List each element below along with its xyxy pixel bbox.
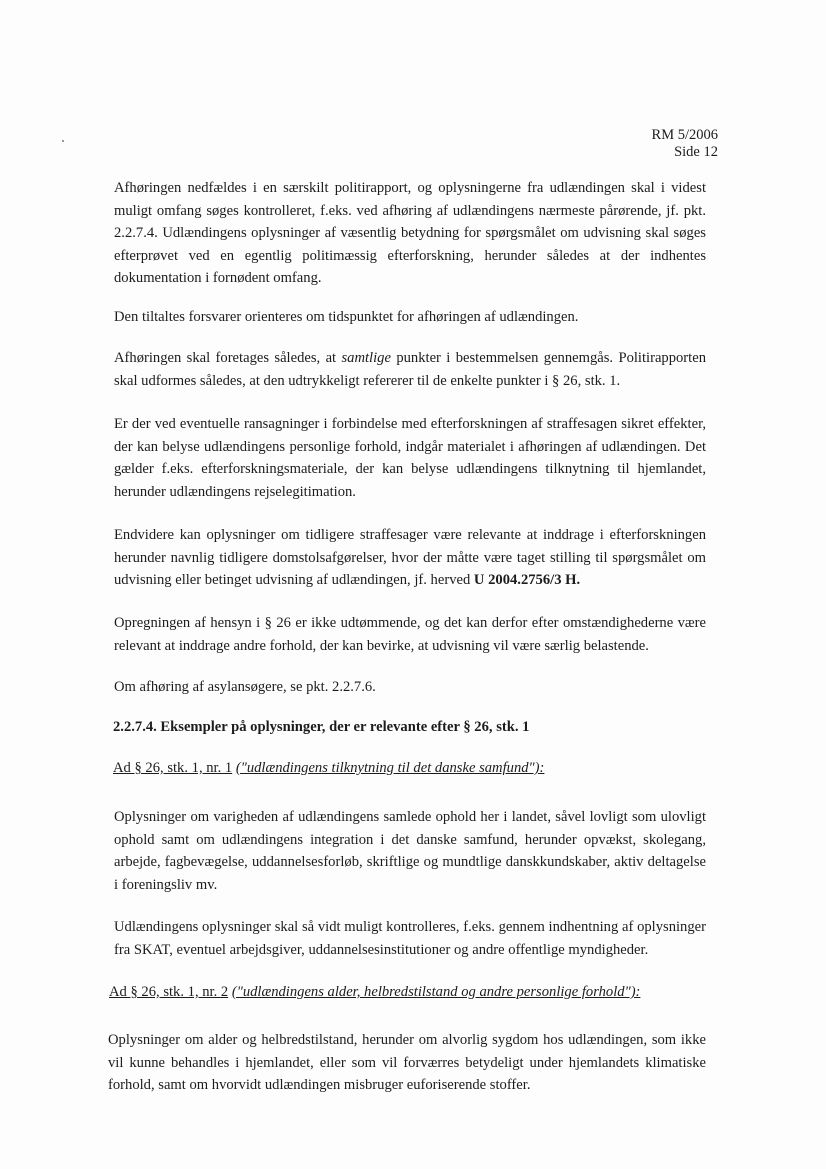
ad-nr2-reference: Ad § 26, stk. 1, nr. 2 [109, 984, 229, 1000]
emphasis-samtlige: samtlige [341, 350, 391, 366]
ad-nr1-description: ("udlændingens tilknytning til det danske samfund"): [235, 760, 545, 776]
paragraph-age-health: Oplysninger om alder og helbredstilstand, herunder om alvorlig sygdom hos udlændingen, som ikke vil kunne behandles i hjemlandet, eller som vil forværres betydeligt under hjemlandets klimatiske forhold, samt om hvorvidt udlændingen misbruger euforiserende stoffer. [108, 1032, 706, 1093]
paragraph-non-exhaustive: Opregningen af hensyn i § 26 er ikke udtømmende, og det kan derfor efter omstændighederne være relevant at inddrage andre forhold, der kan bevirke, at udvisning vil være særlig belastende. [114, 615, 706, 654]
ad-nr1-reference: Ad § 26, stk. 1, nr. 1 [113, 760, 233, 776]
ad-heading-nr1 [113, 760, 713, 777]
section-heading: 2.2.7.4. Eksempler på oplysninger, der er relevante efter § 26, stk. 1 [113, 719, 530, 735]
paragraph-residence-integration: Oplysninger om varigheden af udlændingens samlede ophold her i landet, såvel lovligt som ulovligt ophold samt om udlændingens integration i det danske samfund, herunder opvækst, skolegang, arbejde, fagbevægelse, uddannelsesforløb, skriftlige og mundtlige danskkundskaber, aktiv deltagelse i foreningsliv mv. [114, 809, 706, 893]
case-reference: U 2004.2756/3 H. [473, 572, 581, 588]
ad-heading-nr2 [109, 984, 709, 1001]
document-reference: RM 5/2006 [651, 127, 718, 143]
scan-speck [62, 140, 64, 142]
paragraph-defense-counsel: Den tiltaltes forsvarer orienteres om tidspunktet for afhøringen af udlændingen. [114, 309, 579, 325]
paragraph-searches: Er der ved eventuelle ransagninger i forbindelse med efterforskningen af straffesagen sikret effekter, der kan belyse udlændingens personlige forhold, indgår materialet i afhøringen af udlændingen. Det gælder f.eks. efterforskningsmateriale, der kan belyse udlændingens tilknytning til hjemlandet, herunder udlændingens rejselegitimation. [114, 416, 706, 500]
paragraph-interrogation-report: Afhøringen nedfældes i en særskilt politirapport, og oplysningerne fra udlændingen skal i videst muligt omfang søges kontrolleret, f.eks. ved afhøring af udlændingens nærmeste pårørende, jf. pkt. 2.2.7.4. Udlændingens oplysninger af væsentlig betydning for spørgsmålet om udvisning skal søges efterprøvet ved en egentlig politimæssig efterforskning, herunder således at der indhentes dokumentation i fornødent omfang. [114, 180, 706, 286]
paragraph-asylum-seekers: Om afhøring af asylansøgere, se pkt. 2.2.7.6. [114, 679, 376, 695]
page-number: Side 12 [674, 144, 718, 160]
paragraph-all-points: Afhøringen skal foretages således, at samtlige punkter i bestemmelsen gennemgås. Politirapporten skal udformes således, at den udtrykkeligt refererer til de enkelte punkter i § 26, stk. 1. [114, 350, 706, 389]
paragraph-verification: Udlændingens oplysninger skal så vidt muligt kontrolleres, f.eks. gennem indhentning af oplysninger fra SKAT, eventuel arbejdsgiver, uddannelsesinstitutioner og andre offentlige myndigheder. [114, 919, 706, 958]
paragraph-previous-cases: Endvidere kan oplysninger om tidligere straffesager være relevante at inddrage i efterforskningen herunder navnlig tidligere domstolsafgørelser, hvor der måtte være taget stilling til spørgsmålet om udvisning eller betinget udvisning af udlændingen, jf. herved U 2004.2756/3 H. [114, 527, 706, 588]
page-header [652, 127, 718, 161]
ad-nr2-description: ("udlændingens alder, helbredstilstand og andre personlige forhold"): [231, 984, 641, 1000]
